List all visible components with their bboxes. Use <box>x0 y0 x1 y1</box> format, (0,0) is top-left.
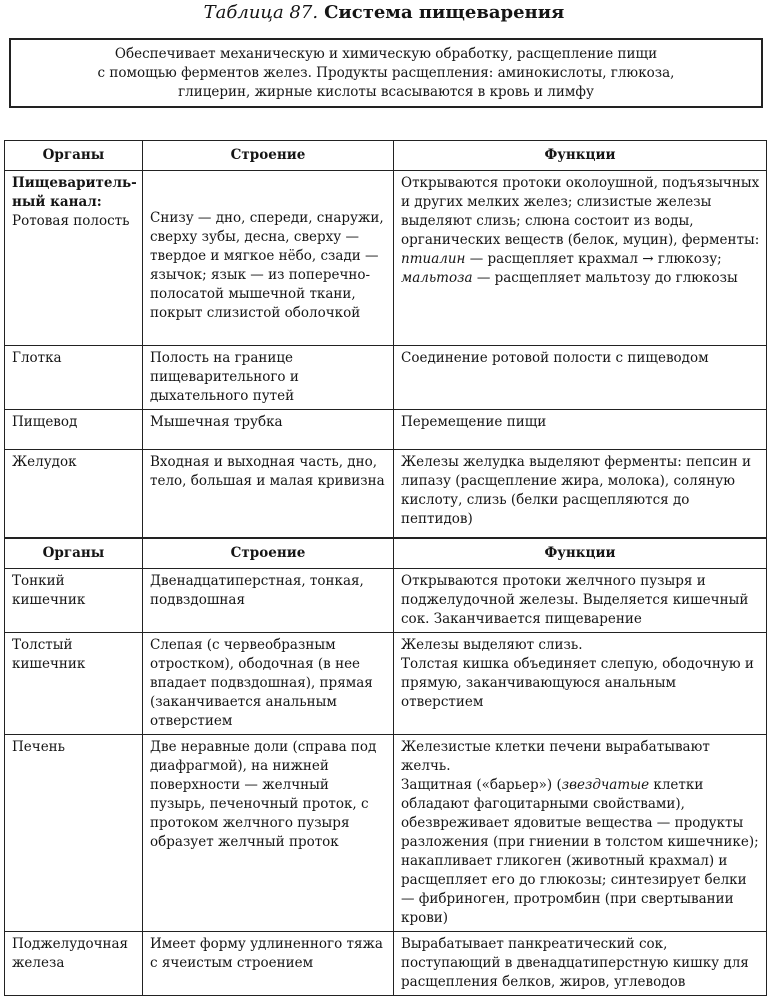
function-cell: Открываются протоки желчного пузыря и поджелудочной железы. Выделяется кишечный сок. Заканчивается пищеварение <box>394 569 767 633</box>
table-row <box>5 633 767 735</box>
header-row <box>5 539 767 569</box>
header-row <box>5 141 767 171</box>
function-text-line: Железы выделяют слизь. <box>401 637 583 653</box>
function-text-part: Защитная («барьер») ( <box>401 777 562 793</box>
header-functions: Функции <box>394 539 767 569</box>
digestion-table-part-2 <box>4 538 767 996</box>
intro-line-1: Обеспечивает механическую и химическую обработку, расщепление пищи <box>114 46 658 62</box>
organ-cell: Пищевод <box>5 410 143 450</box>
function-text-line: Железистые клетки печени вырабатывают желчь. <box>401 739 710 774</box>
digestion-table-part-1 <box>4 140 767 538</box>
intro-line-3: глицерин, жирные кислоты всасываются в кровь и лимфу <box>178 84 594 100</box>
table-name: Система пищеварения <box>324 2 565 23</box>
structure-cell: Имеет форму удлиненного тяжа с ячеистым строением <box>143 932 394 996</box>
function-cell: Вырабатывает панкреатический сок, поступающий в двенадцатиперстную кишку для расщепления белков, жиров, углеводов <box>394 932 767 996</box>
header-organs: Органы <box>5 539 143 569</box>
intro-line-2: с помощью ферментов желез. Продукты расщепления: аминокислоты, глюкоза, <box>97 65 675 81</box>
structure-cell: Двенадцатиперстная, тонкая, подвздошная <box>143 569 394 633</box>
function-cell <box>394 633 767 735</box>
structure-cell: Полость на границе пищеварительного и дыхательного путей <box>143 346 394 410</box>
function-cell <box>394 735 767 932</box>
table-row <box>5 450 767 538</box>
function-cell: Железы желудка выделяют ферменты: пепсин и липазу (расщепление жира, молока), соляную кислоту, слизь (белки расщепляются до пептидов) <box>394 450 767 538</box>
function-cell <box>394 171 767 346</box>
header-structure: Строение <box>143 141 394 171</box>
function-text-part: Открываются протоки околоушной, подъязычных и других мелких желез; слизистые железы выделяют слизь; слюна состоит из воды, органических веществ (белок, муцин), ферменты: <box>401 175 760 248</box>
table-row <box>5 735 767 932</box>
structure-text: Снизу — дно, спереди, снаружи, сверху зубы, десна, сверху — твердое и мягкое нёбо, сзади — язычок; язык — из поперечно-полосатой мышечной ткани, покрыт слизистой оболочкой <box>150 210 384 321</box>
organ-cell: Глотка <box>5 346 143 410</box>
header-functions: Функции <box>394 141 767 171</box>
function-cell: Соединение ротовой полости с пищеводом <box>394 346 767 410</box>
structure-cell: Две неравные доли (справа под диафрагмой), на нижней поверхности — желчный пузырь, печеночный проток, с протоком желчного пузыря образует желчный проток <box>143 735 394 932</box>
organ-cell: Печень <box>5 735 143 932</box>
table-row <box>5 932 767 996</box>
table-row <box>5 346 767 410</box>
function-term-maltase: мальтоза <box>401 270 473 286</box>
function-text-part: — расщепляет мальтозу до глюкозы <box>472 270 738 286</box>
table-row <box>5 171 767 346</box>
function-term-stellate: звездчатые <box>561 777 650 793</box>
table-row <box>5 569 767 633</box>
organ-name: Ротовая полость <box>12 213 130 229</box>
structure-cell: Входная и выходная часть, дно, тело, большая и малая кривизна <box>143 450 394 538</box>
table-row <box>5 410 767 450</box>
organ-cell: Желудок <box>5 450 143 538</box>
function-text-part: клетки обладают фагоцитарными свойствами), обезвреживает ядовитые вещества — продукты разложения (при гниении в толстом кишечнике); накапливает гликоген (животный крахмал) и расщепляет его до глюкозы; синтезирует белки — фибриноген, протромбин (при свертывании крови) <box>401 777 759 926</box>
organ-group-label: Пищеваритель-ный канал: <box>12 175 137 210</box>
header-organs: Органы <box>5 141 143 171</box>
organ-cell: Толстый кишечник <box>5 633 143 735</box>
structure-cell <box>143 171 394 346</box>
structure-cell: Слепая (с червеобразным отростком), ободочная (в нее впадает подвздошная), прямая (заканчивается анальным отверстием <box>143 633 394 735</box>
page-title <box>0 0 768 28</box>
function-text-line: Толстая кишка объединяет слепую, ободочную и прямую, заканчивающуюся анальным отверстием <box>401 656 754 710</box>
function-text-part: — расщепляет крахмал → глюкозу; <box>465 251 722 267</box>
function-term-ptyalin: птиалин <box>401 251 466 267</box>
organ-cell <box>5 171 143 346</box>
structure-cell: Мышечная трубка <box>143 410 394 450</box>
table-number: Таблица 87. <box>203 2 319 23</box>
organ-cell: Поджелудочная железа <box>5 932 143 996</box>
function-cell: Перемещение пищи <box>394 410 767 450</box>
intro-box <box>9 38 763 108</box>
header-structure: Строение <box>143 539 394 569</box>
organ-cell: Тонкий кишечник <box>5 569 143 633</box>
